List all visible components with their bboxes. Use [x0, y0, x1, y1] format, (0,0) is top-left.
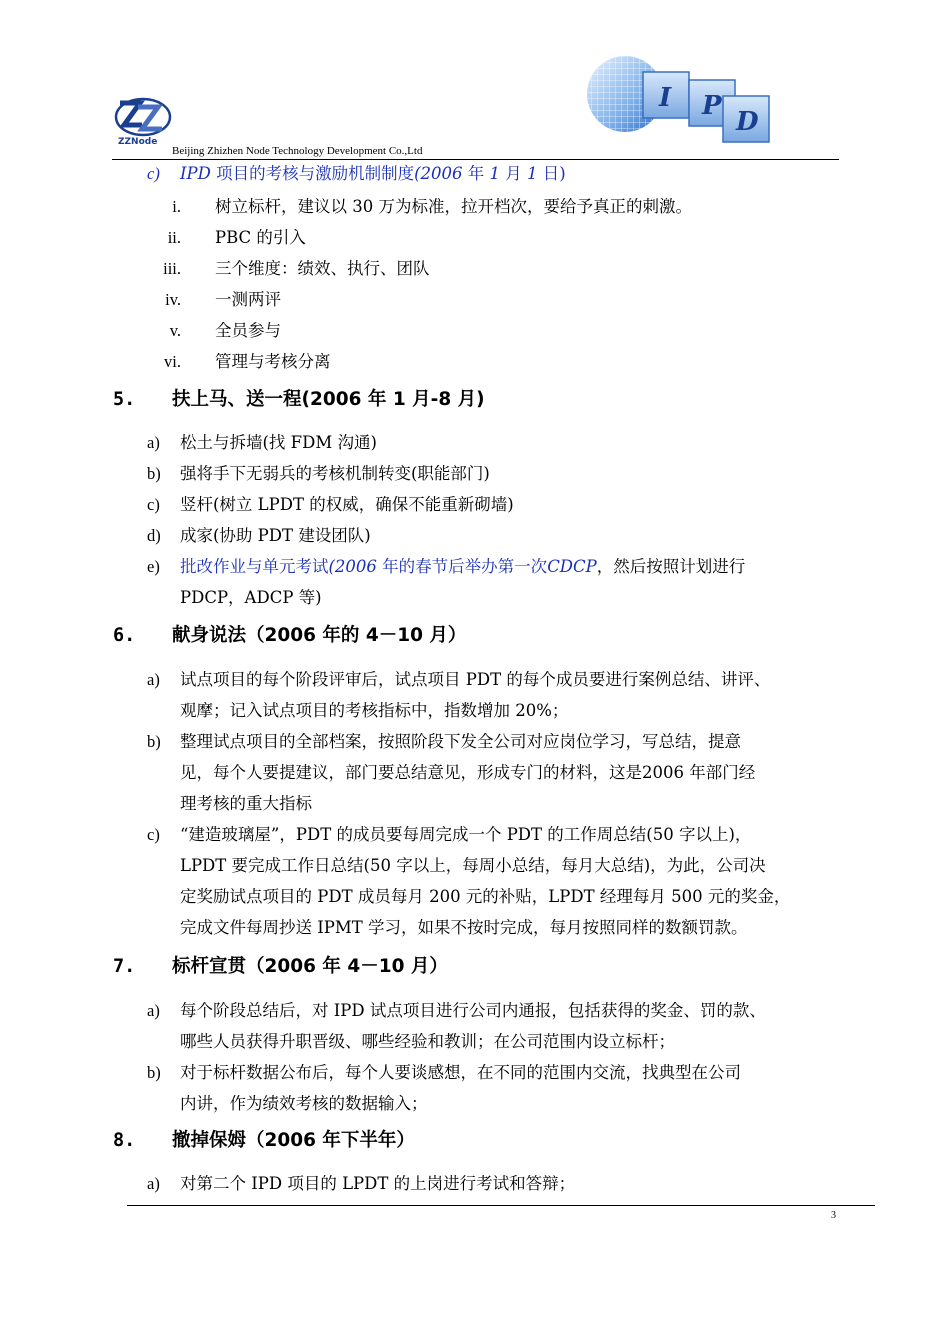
- list-item-continuation: 观摩；记入试点项目的考核指标中，指数增加 20%；: [180, 701, 569, 720]
- section-5-heading: 扶上马、送一程(2006 年 1 月-8 月): [172, 389, 485, 410]
- list-item: 试点项目的每个阶段评审后，试点项目 PDT 的每个成员要进行案例总结、讲评、: [180, 670, 771, 689]
- list-item-continuation: LPDT 要完成工作日总结(50 字以上，每周小总结，每月大总结)，为此，公司决: [180, 856, 766, 875]
- ipd-cubes: [643, 72, 769, 142]
- list-marker: c): [147, 495, 160, 514]
- list-item-continuation: 定奖励试点项目的 PDT 成员每月 200 元的补贴，LPDT 经理每月 500 元的奖金，: [180, 887, 791, 906]
- roman-num: ii.: [167, 228, 181, 247]
- footer-rule: [127, 1205, 875, 1206]
- page-number: 3: [831, 1210, 836, 1221]
- list-item-continuation: PDCP，ADCP 等): [180, 588, 322, 607]
- list-marker: d): [147, 526, 161, 545]
- list-item-continuation: 内讲，作为绩效考核的数据输入；: [180, 1094, 428, 1113]
- section-8-number: 8.: [113, 1130, 136, 1151]
- list-item: 对第二个 IPD 项目的 LPDT 的上岗进行考试和答辩；: [180, 1174, 576, 1193]
- section-6-heading: 献身说法（2006 年的 4－10 月）: [172, 625, 467, 646]
- list-item-continuation: 哪些人员获得升职晋级、哪些经验和教训；在公司范围内设立标杆；: [180, 1032, 675, 1051]
- roman-item: 一测两评: [215, 290, 281, 309]
- section-7-number: 7.: [113, 956, 136, 977]
- roman-item: PBC 的引入: [215, 228, 306, 247]
- list-marker: b): [147, 464, 161, 483]
- section-c-marker: c): [147, 164, 160, 183]
- list-item: 每个阶段总结后，对 IPD 试点项目进行公司内通报，包括获得的奖金、罚的款、: [180, 1001, 766, 1020]
- list-marker: a): [147, 1174, 160, 1193]
- roman-item: 管理与考核分离: [215, 352, 331, 371]
- list-item: 成家(协助 PDT 建设团队): [180, 526, 371, 545]
- svg-text:D: D: [736, 107, 759, 137]
- list-item: 竖杆(树立 LPDT 的权威，确保不能重新砌墙): [180, 495, 514, 514]
- list-item: 松土与拆墙(找 FDM 沟通): [180, 433, 377, 452]
- list-item-continuation: 理考核的重大指标: [180, 794, 312, 813]
- list-marker: a): [147, 433, 160, 452]
- list-marker: b): [147, 732, 161, 751]
- zznode-logo: [110, 95, 172, 147]
- list-item: “建造玻璃屋”，PDT 的成员要每周完成一个 PDT 的工作周总结(50 字以上)，: [180, 825, 752, 844]
- list-marker: a): [147, 1001, 160, 1020]
- roman-item: 树立标杆，建议以 30 万为标准，拉开档次，要给予真正的刺激。: [215, 197, 692, 216]
- section-7-heading: 标杆宣贯（2006 年 4－10 月）: [172, 956, 448, 977]
- list-item: 整理试点项目的全部档案，按照阶段下发全公司对应岗位学习，写总结，提意: [180, 732, 741, 751]
- section-8-heading: 撤掉保姆（2006 年下半年）: [172, 1130, 415, 1151]
- logo-text: ZZNode: [118, 137, 158, 147]
- roman-num: v.: [169, 321, 181, 340]
- section-6-number: 6.: [113, 625, 136, 646]
- list-item: 强将手下无弱兵的考核机制转变(职能部门): [180, 464, 490, 483]
- list-marker: b): [147, 1063, 161, 1082]
- list-marker: e): [147, 557, 160, 576]
- list-marker: a): [147, 670, 160, 689]
- svg-text:P: P: [702, 91, 722, 121]
- section-5-number: 5.: [113, 389, 136, 410]
- roman-item: 全员参与: [215, 321, 281, 340]
- roman-num: vi.: [164, 352, 181, 371]
- list-item-continuation: 完成文件每周抄送 IPMT 学习，如果不按时完成，每月按照同样的数额罚款。: [180, 918, 748, 937]
- roman-num: i.: [172, 197, 181, 216]
- list-item: 批改作业与单元考试(2006 年的春节后举办第一次CDCP，然后按照计划进行: [180, 557, 746, 576]
- roman-item: 三个维度：绩效、执行、团队: [215, 259, 430, 278]
- header-rule: [112, 159, 839, 160]
- ipd-logo: [585, 50, 785, 155]
- roman-num: iii.: [163, 259, 181, 278]
- svg-text:I: I: [659, 83, 672, 113]
- roman-num: iv.: [165, 290, 181, 309]
- list-item-continuation: 见，每个人要提建议，部门要总结意见，形成专门的材料，这是2006 年部门经: [180, 763, 756, 782]
- list-marker: c): [147, 825, 160, 844]
- section-c-title: IPD 项目的考核与激励机制制度(2006 年 1 月 1 日): [180, 164, 566, 183]
- list-item: 对于标杆数据公布后，每个人要谈感想，在不同的范围内交流，找典型在公司: [180, 1063, 741, 1082]
- company-name: Beijing Zhizhen Node Technology Development Co.,Ltd: [172, 145, 423, 157]
